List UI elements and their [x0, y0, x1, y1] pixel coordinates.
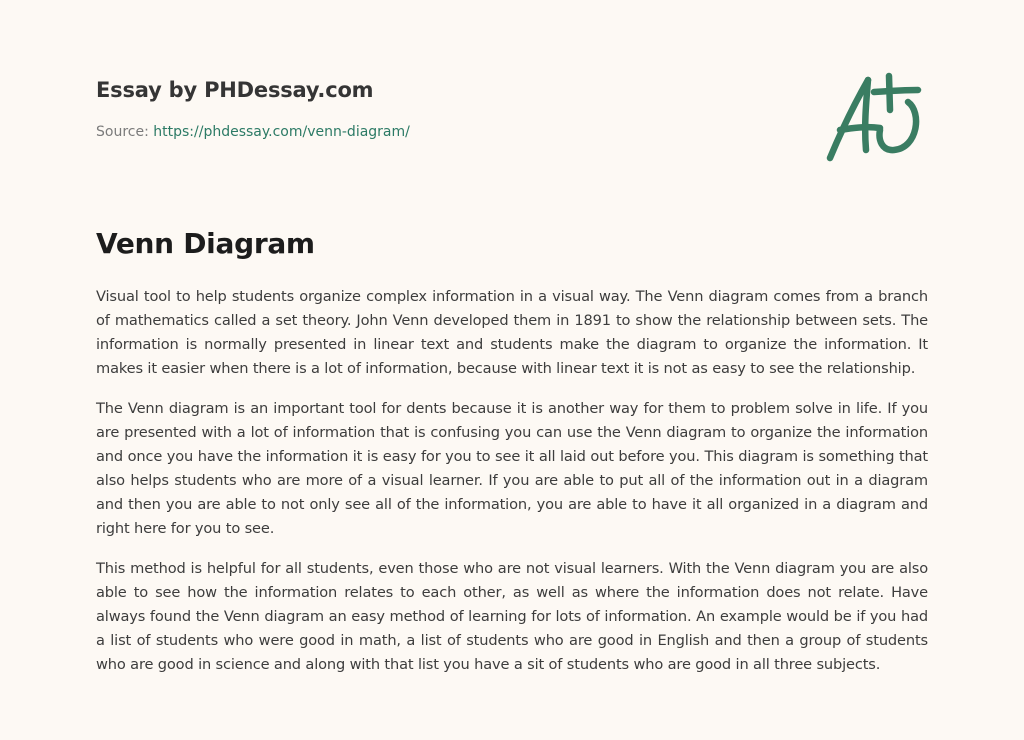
source-link[interactable]: https://phdessay.com/venn-diagram/: [153, 124, 410, 140]
article: [96, 226, 928, 693]
article-title: Venn Diagram: [96, 227, 315, 260]
article-body: [96, 285, 928, 677]
site-title: Essay by PHDessay.com: [96, 78, 374, 102]
paragraph: This method is helpful for all students, even those who are not visual learners. With the Venn diagram you are also able to see how the information relates to each other, as well as where the information does not relate. Have always found the Venn diagram an easy method of learning for lots of information. An example would be if you had a list of students who were good in math, a list of students who are good in English and then a group of students who are good in science and along with that list you have a sit of students who are good in all three subjects.: [96, 560, 928, 673]
paragraph: Visual tool to help students organize complex information in a visual way. The Venn diagram comes from a branch of mathematics called a set theory. John Venn developed them in 1891 to show the relationship between sets. The information is normally presented in linear text and students make the diagram to organize the information. It makes it easier when there is a lot of information, because with linear text it is not as easy to see the relationship.: [96, 288, 928, 377]
page-header: [96, 76, 928, 141]
source-line: [96, 123, 928, 141]
a-plus-grade-icon: [822, 68, 932, 164]
source-label: Source:: [96, 124, 149, 140]
paragraph: The Venn diagram is an important tool for dents because it is another way for them to problem solve in life. If you are presented with a lot of information that is confusing you can use the Venn diagram to organize the information and once you have the information it is easy for you to see it all laid out before you. This diagram is something that also helps students who are more of a visual learner. If you are able to put all of the information out in a diagram and then you are able to not only see all of the information, you are able to have it all organized in a diagram and right here for you to see.: [96, 400, 928, 537]
